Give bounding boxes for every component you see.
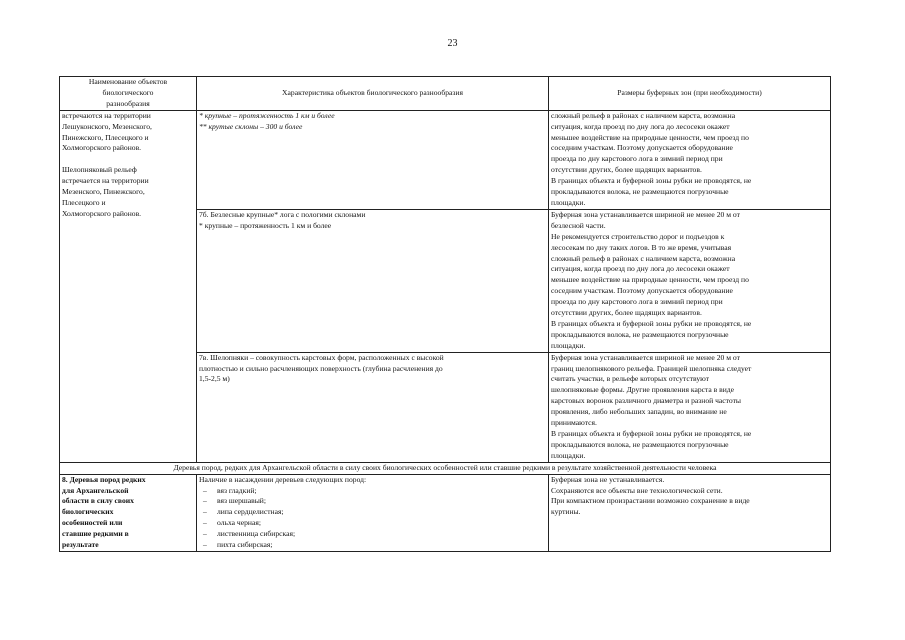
text-line: особенностей или	[62, 518, 123, 528]
text-line: Буферная зона устанавливается шириной не менее 20 м от	[551, 352, 740, 362]
species-list	[199, 486, 546, 551]
text-line: сложный рельеф в районах с наличием карста, возможна	[551, 110, 736, 120]
text-line: границ шелопнякового рельефа. Границей шелопняка следует	[551, 363, 752, 373]
text-line: В границах объекта и буферной зоны рубки не проводятся, не	[551, 176, 752, 186]
karst-sub1-characteristics	[197, 110, 549, 209]
text-line: биологического	[102, 87, 154, 97]
header-row	[60, 77, 831, 111]
header-object-name	[60, 77, 197, 111]
text-line: Плесецкого и	[62, 198, 106, 208]
text-line: области в силу своих	[62, 496, 134, 506]
text-line: ставшие редкими в	[62, 529, 129, 539]
text-line: 8. Деревья пород редких	[62, 474, 146, 484]
text-line: Пинежского, Плесецкого и	[62, 132, 149, 142]
text-line: принимаются.	[551, 418, 597, 428]
text-line: плотностью и сильно расчленяющих поверхность (глубина расчленения до	[199, 363, 443, 373]
text-line: меньшее воздействие на природные ценности, чем проезд по	[551, 132, 749, 142]
list-item: – лиственница сибирская;	[199, 529, 546, 540]
section8-span-row	[60, 462, 831, 474]
text-line: соседним участкам. Поэтому допускается оборудование	[551, 286, 733, 296]
text-line: Буферная зона устанавливается шириной не менее 20 м от	[551, 209, 740, 219]
karst-sub3-characteristics	[197, 352, 549, 462]
text-line: прокладываются волока, не размещаются погрузочные	[551, 439, 729, 449]
list-item: – вяз шершавый;	[199, 496, 546, 507]
text-line: площадки.	[551, 340, 586, 350]
text-line: Холмогорского районов.	[62, 208, 142, 218]
text-line: считать участки, в рельефе которых отсутствуют	[551, 374, 710, 384]
text-line: встречается на территории	[62, 176, 149, 186]
text-line: разнообразия	[106, 98, 150, 108]
section8-characteristics	[197, 474, 549, 551]
text-line: Холмогорского районов.	[62, 143, 142, 153]
text-line: При компактном произрастании возможно сохранение в виде	[551, 496, 750, 506]
text-line: результате	[62, 540, 99, 550]
text-line: для Архангельской	[62, 485, 129, 495]
text-line	[62, 154, 194, 165]
biodiversity-table	[59, 76, 831, 552]
text-line: ** крутые склоны – 300 и более	[199, 121, 303, 131]
list-item: – вяз гладкий;	[199, 486, 546, 497]
text-line: Шелопняковый рельеф	[62, 165, 137, 175]
text-line: куртины.	[551, 507, 581, 517]
text-line: лесосекам по дну таких логов. В то же время, учитывая	[551, 242, 732, 252]
text-line: соседним участкам. Поэтому допускается оборудование	[551, 143, 733, 153]
text-line: прокладываются волока, не размещаются погрузочные	[551, 187, 729, 197]
karst-object-cell	[60, 110, 197, 462]
header-buffer-zones: Размеры буферных зон (при необходимости)	[549, 77, 831, 111]
table-row	[60, 474, 831, 551]
text-line: Не рекомендуется строительство дорог и подъездов к	[551, 231, 725, 241]
text-line: шелопняковые формы. Другие проявления карста в виде	[551, 385, 735, 395]
text-line: проезда по дну карстового лога в зимний период при	[551, 297, 723, 307]
karst-sub2-characteristics	[197, 209, 549, 352]
text-line: 1,5-2,5 м)	[199, 374, 230, 384]
text-line: отсутствии других, более щадящих вариантов.	[551, 165, 702, 175]
text-line: проявления, либо небольших западин, во внимание не	[551, 407, 727, 417]
text-line: отсутствии других, более щадящих вариантов.	[551, 308, 702, 318]
header-characteristics: Характеристика объектов биологического разнообразия	[197, 77, 549, 111]
text-line: ситуация, когда проезд по дну лога до лесосеки окажет	[551, 264, 730, 274]
text-line: 7б. Безлесные крупные* лога с пологими склонами	[199, 209, 366, 219]
section8-buffer	[549, 474, 831, 551]
list-item: – ольха черная;	[199, 518, 546, 529]
text-line: 7в. Шелопняки – совокупность карстовых форм, расположенных с высокой	[199, 352, 444, 362]
section8-title: Деревья пород, редких для Архангельской области в силу своих биологических особенностей или ставшие редкими в результате хозяйственной деятельности человека	[60, 462, 831, 474]
page-number: 23	[447, 38, 458, 49]
section8-intro: Наличие в насаждении деревьев следующих пород:	[199, 474, 367, 484]
text-line: ситуация, когда проезд по дну лога до лесосеки окажет	[551, 121, 730, 131]
text-line: сложный рельеф в районах с наличием карста, возможна	[551, 253, 736, 263]
text-line: меньшее воздействие на природные ценности, чем проезд по	[551, 275, 749, 285]
text-line: Наименование объектов	[88, 77, 168, 86]
text-line: В границах объекта и буферной зоны рубки не проводятся, не	[551, 318, 752, 328]
text-line: В границах объекта и буферной зоны рубки не проводятся, не	[551, 429, 752, 438]
karst-sub3-buffer	[549, 352, 831, 462]
text-line: Лешуконского, Мезенского,	[62, 121, 152, 131]
text-line: * крупные – протяженность 1 км и более	[199, 220, 332, 230]
text-line: Сохраняются все объекты вне технологической сети.	[551, 485, 723, 495]
section8-object-cell	[60, 474, 197, 551]
text-line: площадки.	[551, 450, 586, 460]
text-line: Мезенского, Пинежского,	[62, 187, 145, 197]
table-row	[60, 110, 831, 209]
text-line: прокладываются волока, не размещаются погрузочные	[551, 329, 729, 339]
text-line: встречаются на территории	[62, 110, 151, 120]
karst-sub2-buffer	[549, 209, 831, 352]
list-item: – липа сердцелистная;	[199, 507, 546, 518]
text-line: карстовых воронок различного диаметра и разной частоты	[551, 396, 742, 406]
text-line: * крупные – протяженность 1 км и более	[199, 110, 335, 120]
text-line: проезда по дну карстового лога в зимний период при	[551, 154, 723, 164]
list-item: – пихта сибирская;	[199, 540, 546, 551]
text-line: биологических	[62, 507, 114, 517]
karst-sub1-buffer	[549, 110, 831, 209]
text-line: Буферная зона не устанавливается.	[551, 474, 665, 484]
text-line: площадки.	[551, 197, 586, 207]
text-line: безлесной части.	[551, 220, 606, 230]
